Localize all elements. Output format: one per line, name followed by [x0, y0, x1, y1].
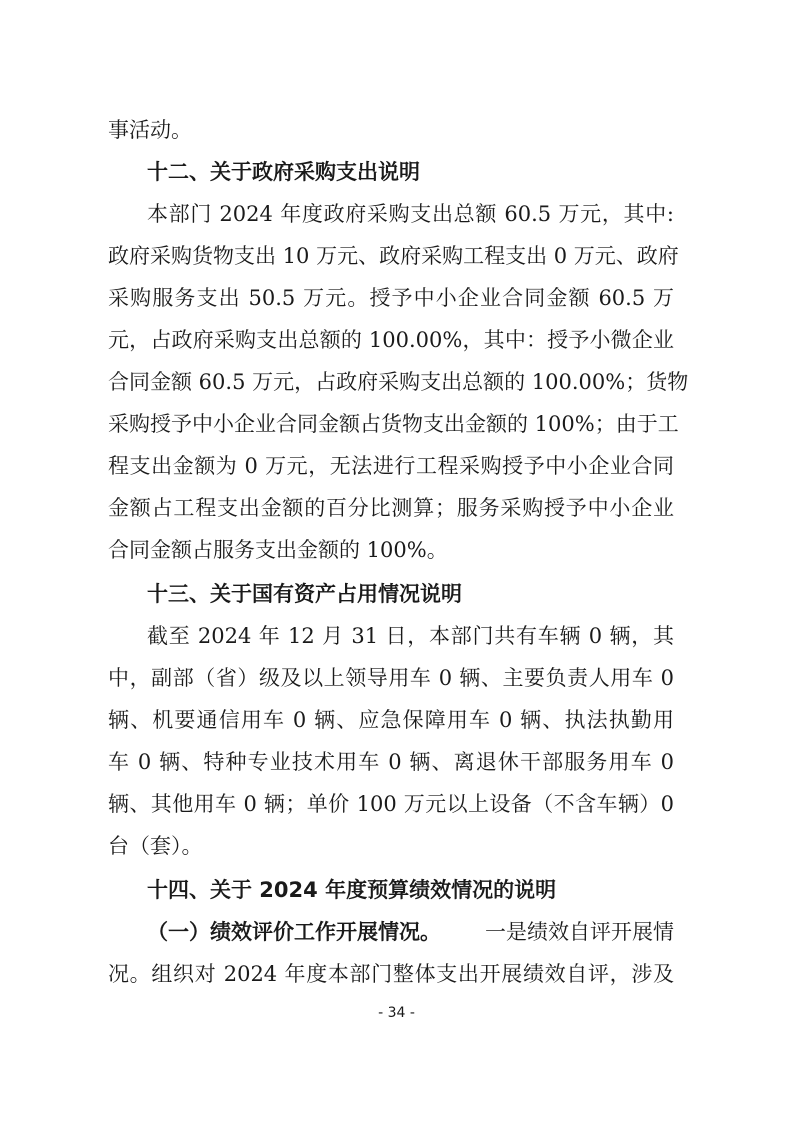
page-number: - 34 - [378, 1005, 415, 1021]
paragraph-line: 采购服务支出 50.5 万元。授予中小企业合同金额 60.5 万 [108, 286, 674, 310]
paragraph-line: 截至 2024 年 12 月 31 日，本部门共有车辆 0 辆，其 [147, 624, 674, 648]
paragraph-line: 金额占工程支出金额的百分比测算；服务采购授予中小企业 [108, 496, 674, 520]
subheading-bold: （一）绩效评价工作开展情况。 [147, 919, 441, 944]
paragraph-line: 政府采购货物支出 10 万元、政府采购工程支出 0 万元、政府 [108, 244, 679, 268]
paragraph-line: 合同金额 60.5 万元，占政府采购支出总额的 100.00%；货物 [108, 370, 689, 394]
paragraph-line: 事活动。 [108, 118, 192, 142]
paragraph-line: 程支出金额为 0 万元，无法进行工程采购授予中小企业合同 [108, 454, 674, 478]
paragraph-line [147, 918, 674, 946]
paragraph-line: 台（套）。 [108, 834, 203, 858]
section-heading-12: 十二、关于政府采购支出说明 [147, 160, 420, 184]
paragraph-line: 元，占政府采购支出总额的 100.00%，其中：授予小微企业 [108, 328, 674, 352]
section-heading-14: 十四、关于 2024 年度预算绩效情况的说明 [147, 878, 557, 902]
paragraph-line: 采购授予中小企业合同金额占货物支出金额的 100%；由于工 [108, 412, 679, 436]
paragraph-line: 本部门 2024 年度政府采购支出总额 60.5 万元，其中: [147, 202, 674, 226]
section-heading-13: 十三、关于国有资产占用情况说明 [147, 582, 462, 606]
paragraph-line: 车 0 辆、特种专业技术用车 0 辆、离退休干部服务用车 0 [108, 750, 674, 774]
paragraph-line: 况。组织对 2024 年度本部门整体支出开展绩效自评，涉及 [108, 962, 674, 986]
paragraph-line: 辆、其他用车 0 辆；单价 100 万元以上设备（不含车辆）0 [108, 792, 674, 816]
paragraph-text: 一是绩效自评开展情 [485, 920, 674, 944]
paragraph-line: 辆、机要通信用车 0 辆、应急保障用车 0 辆、执法执勤用 [108, 708, 674, 732]
paragraph-line: 合同金额占服务支出金额的 100%。 [108, 538, 448, 562]
paragraph-line: 中，副部（省）级及以上领导用车 0 辆、主要负责人用车 0 [108, 666, 674, 690]
